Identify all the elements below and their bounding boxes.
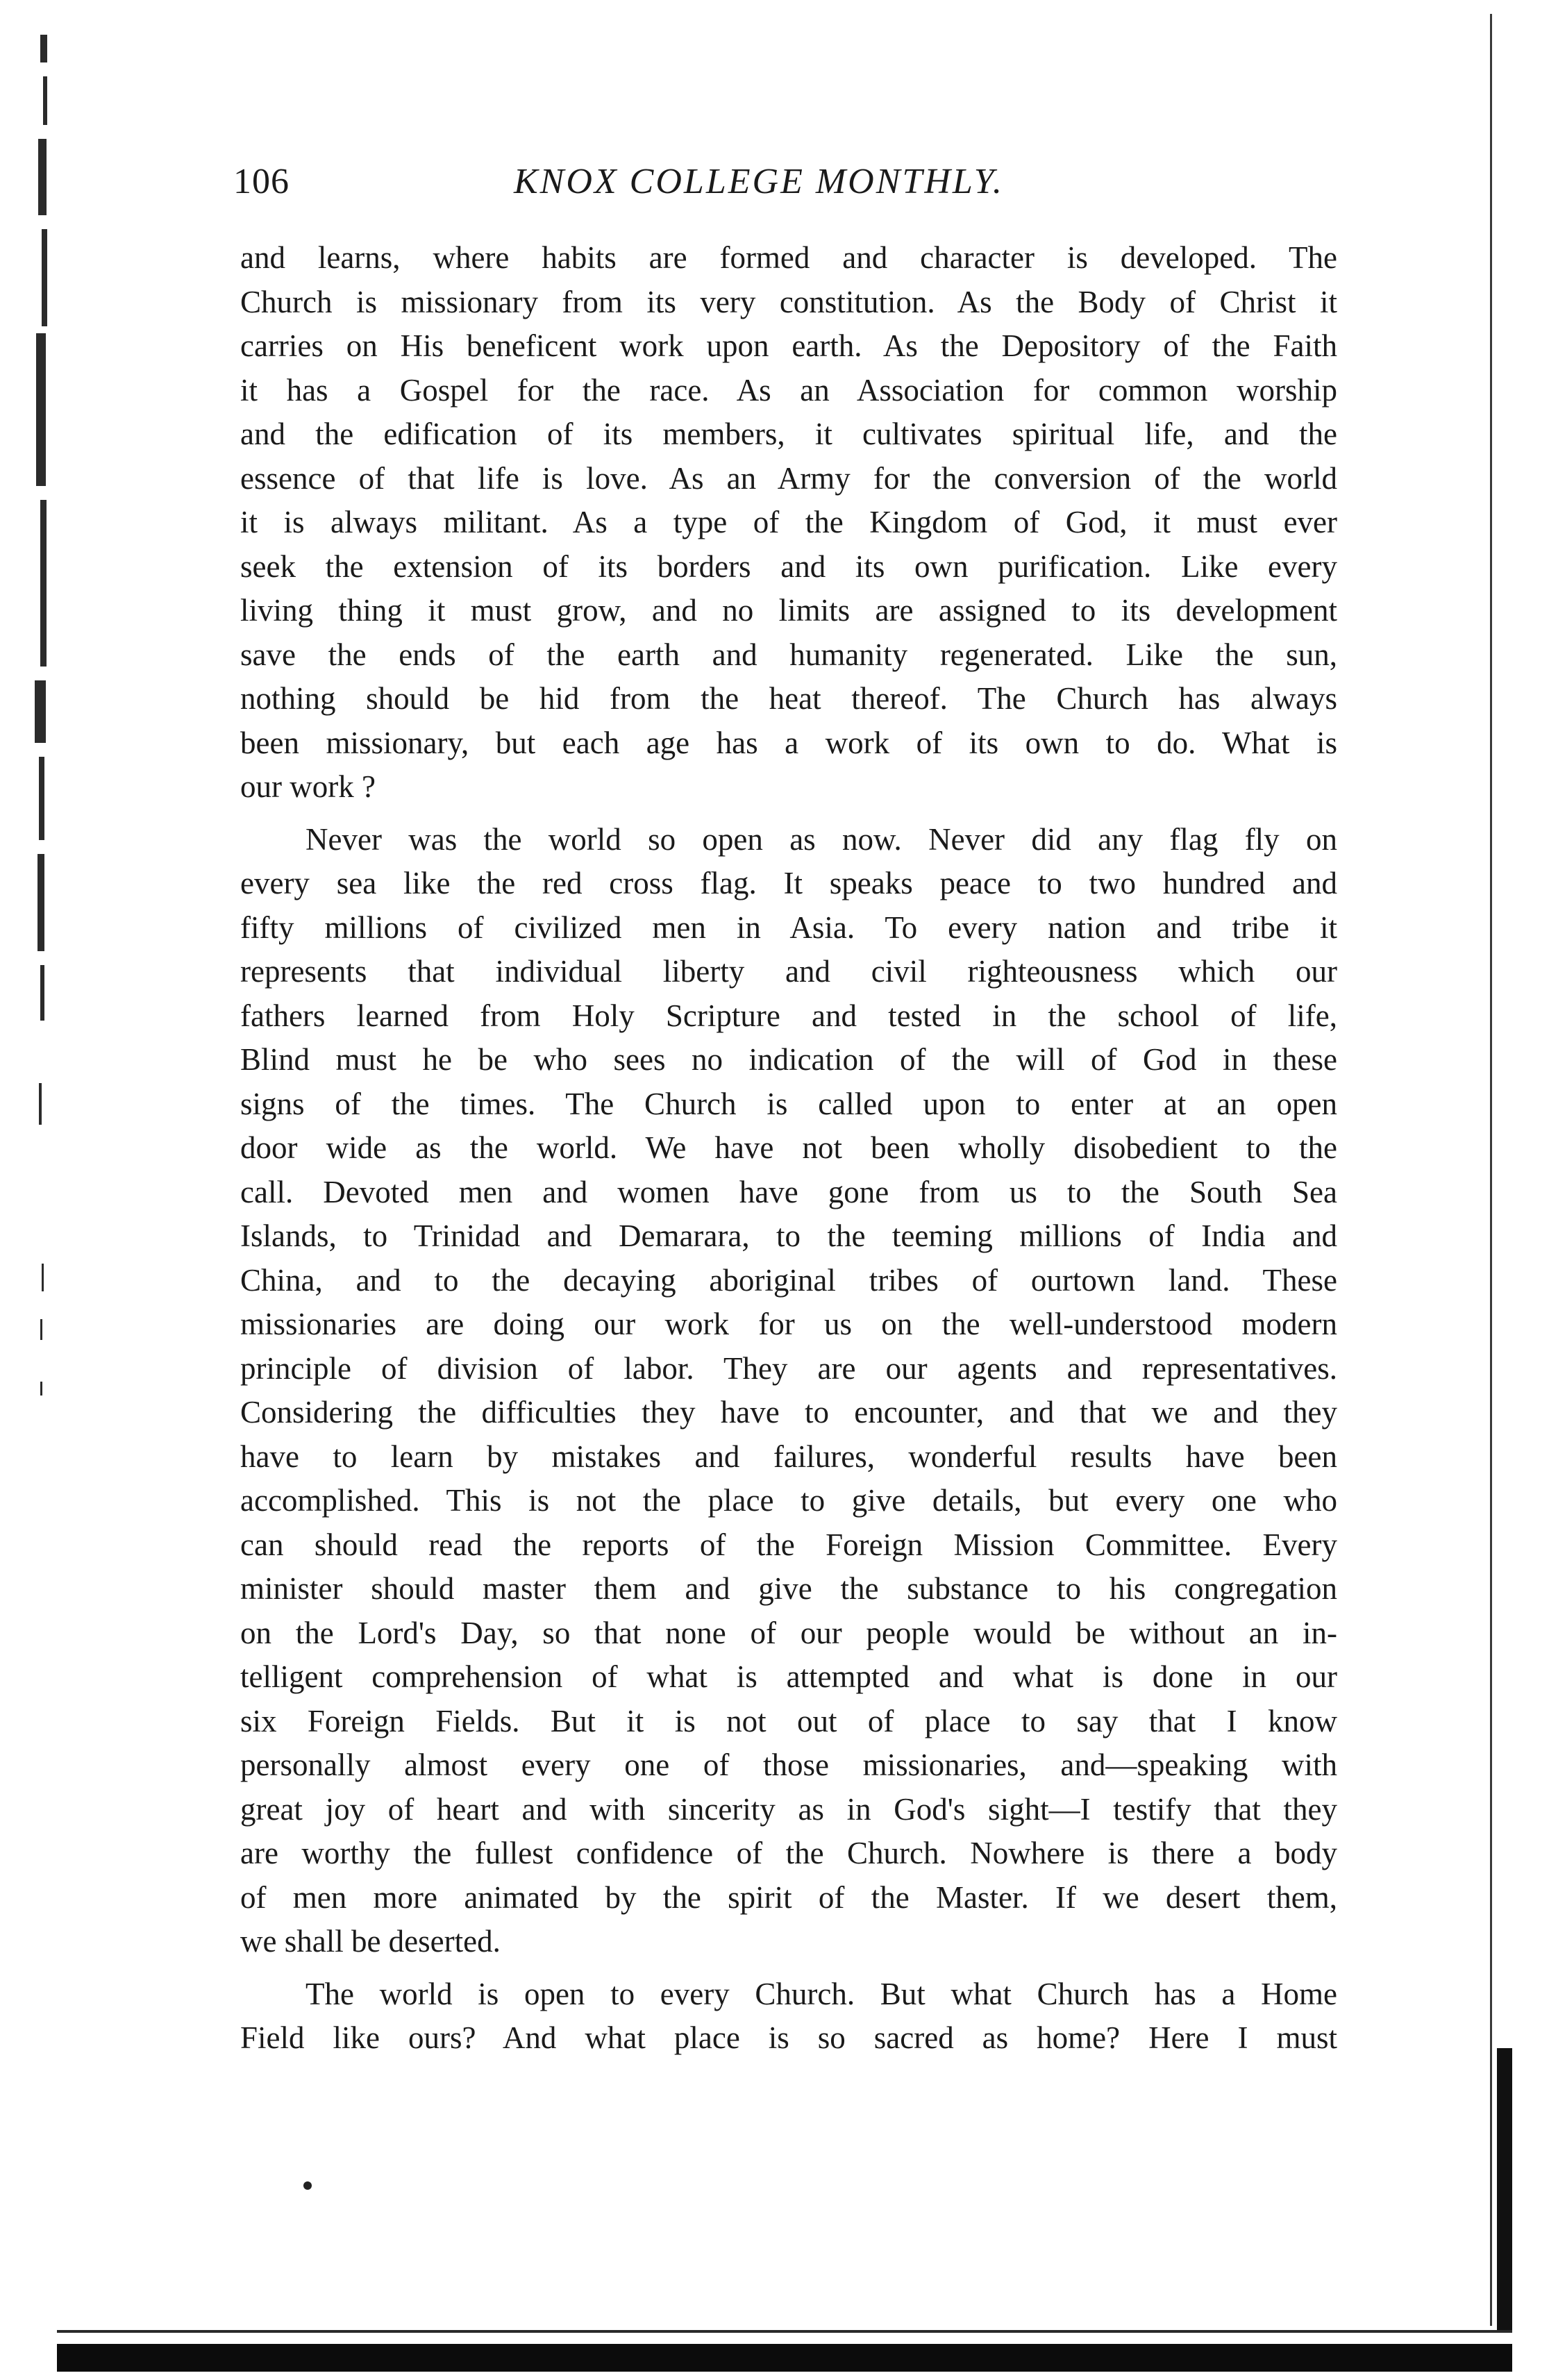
text-line: can should read the reports of the Foreign Mission Committee. Every (240, 1527, 1337, 1562)
text-line: are worthy the fullest confidence of the Church. Nowhere is there a body (240, 1836, 1337, 1870)
running-title: KNOX COLLEGE MONTHLY. (514, 162, 1004, 201)
text-line: Field like ours? And what place is so sacred as home? Here I must (240, 2020, 1337, 2055)
text-line: door wide as the world. We have not been wholly disobedient to the (240, 1130, 1337, 1165)
text-line: and the edification of its members, it cultivates spiritual life, and the (240, 417, 1337, 451)
text-line: and learns, where habits are formed and character is developed. The (240, 240, 1337, 275)
text-line: minister should master them and give the substance to his congregation (240, 1571, 1337, 1606)
text-line: six Foreign Fields. But it is not out of place to say that I know (240, 1703, 1337, 1738)
paragraph (240, 1972, 1337, 2061)
text-line: we shall be deserted. (240, 1924, 501, 1959)
text-line: every sea like the red cross flag. It speaks peace to two hundred and (240, 866, 1337, 900)
text-line: personally almost every one of those missionaries, and—speaking with (240, 1748, 1337, 1782)
text-line: it has a Gospel for the race. As an Association for common worship (240, 372, 1337, 408)
text-line: Considering the difficulties they have to encounter, and that we and they (240, 1395, 1337, 1430)
text-line: living thing it must grow, and no limits are assigned to its development (240, 593, 1337, 628)
article-body (240, 236, 1337, 2061)
paragraph-gap (240, 810, 1337, 818)
text-line: nothing should be hid from the heat thereof. The Church has always (240, 681, 1337, 716)
text-line: our work ? (240, 769, 376, 804)
text-line: accomplished. This is not the place to give details, but every one who (240, 1483, 1337, 1518)
scan-bottom-line (57, 2330, 1512, 2333)
scan-margin-shadow (1497, 2048, 1512, 2333)
text-line: Never was the world so open as now. Never did any flag fly on (305, 821, 1337, 857)
text-line: Church is missionary from its very constitution. As the Body of Christ it (240, 284, 1337, 319)
text-line: Islands, to Trinidad and Demarara, to the teeming millions of India and (240, 1218, 1337, 1253)
scan-edge-artifact (0, 0, 62, 2380)
text-line: telligent comprehension of what is attempted and what is done in our (240, 1659, 1337, 1694)
text-line: call. Devoted men and women have gone from us to the South Sea (240, 1174, 1337, 1209)
text-line: carries on His beneficent work upon earth. As the Depository of the Faith (240, 328, 1337, 363)
text-line: on the Lord's Day, so that none of our people would be without an in- (240, 1615, 1337, 1650)
scan-margin-line (1490, 14, 1492, 2326)
text-line: China, and to the decaying aboriginal tribes of ourtown land. These (240, 1262, 1337, 1298)
text-line: The world is open to every Church. But what Church has a Home (305, 1976, 1337, 2011)
ink-speck (303, 2181, 312, 2190)
text-line: great joy of heart and with sincerity as in God's sight—I testify that they (240, 1791, 1337, 1827)
text-line: principle of division of labor. They are our agents and representatives. (240, 1350, 1337, 1386)
text-line: missionaries are doing our work for us on the well-understood modern (240, 1307, 1337, 1341)
paragraph (240, 818, 1337, 1964)
text-line: represents that individual liberty and civil righteousness which our (240, 954, 1337, 989)
text-line: save the ends of the earth and humanity regenerated. Like the sun, (240, 637, 1337, 672)
text-line: been missionary, but each age has a work of its own to do. What is (240, 725, 1337, 760)
text-line: fathers learned from Holy Scripture and tested in the school of life, (240, 998, 1337, 1033)
scan-bottom-shadow (57, 2344, 1512, 2372)
text-line: signs of the times. The Church is called upon to enter at an open (240, 1086, 1337, 1121)
text-line: essence of that life is love. As an Army for the conversion of the world (240, 460, 1337, 496)
text-line: fifty millions of civilized men in Asia. To every nation and tribe it (240, 910, 1337, 945)
text-line: of men more animated by the spirit of the Master. If we desert them, (240, 1879, 1337, 1915)
text-line: it is always militant. As a type of the Kingdom of God, it must ever (240, 505, 1337, 539)
paragraph (240, 236, 1337, 810)
text-line: have to learn by mistakes and failures, wonderful results have been (240, 1439, 1337, 1474)
text-line: seek the extension of its borders and its own purification. Like every (240, 548, 1337, 584)
paragraph-gap (240, 1964, 1337, 1972)
text-line: Blind must he be who sees no indication of the will of God in these (240, 1042, 1337, 1077)
page-number: 106 (233, 162, 290, 201)
